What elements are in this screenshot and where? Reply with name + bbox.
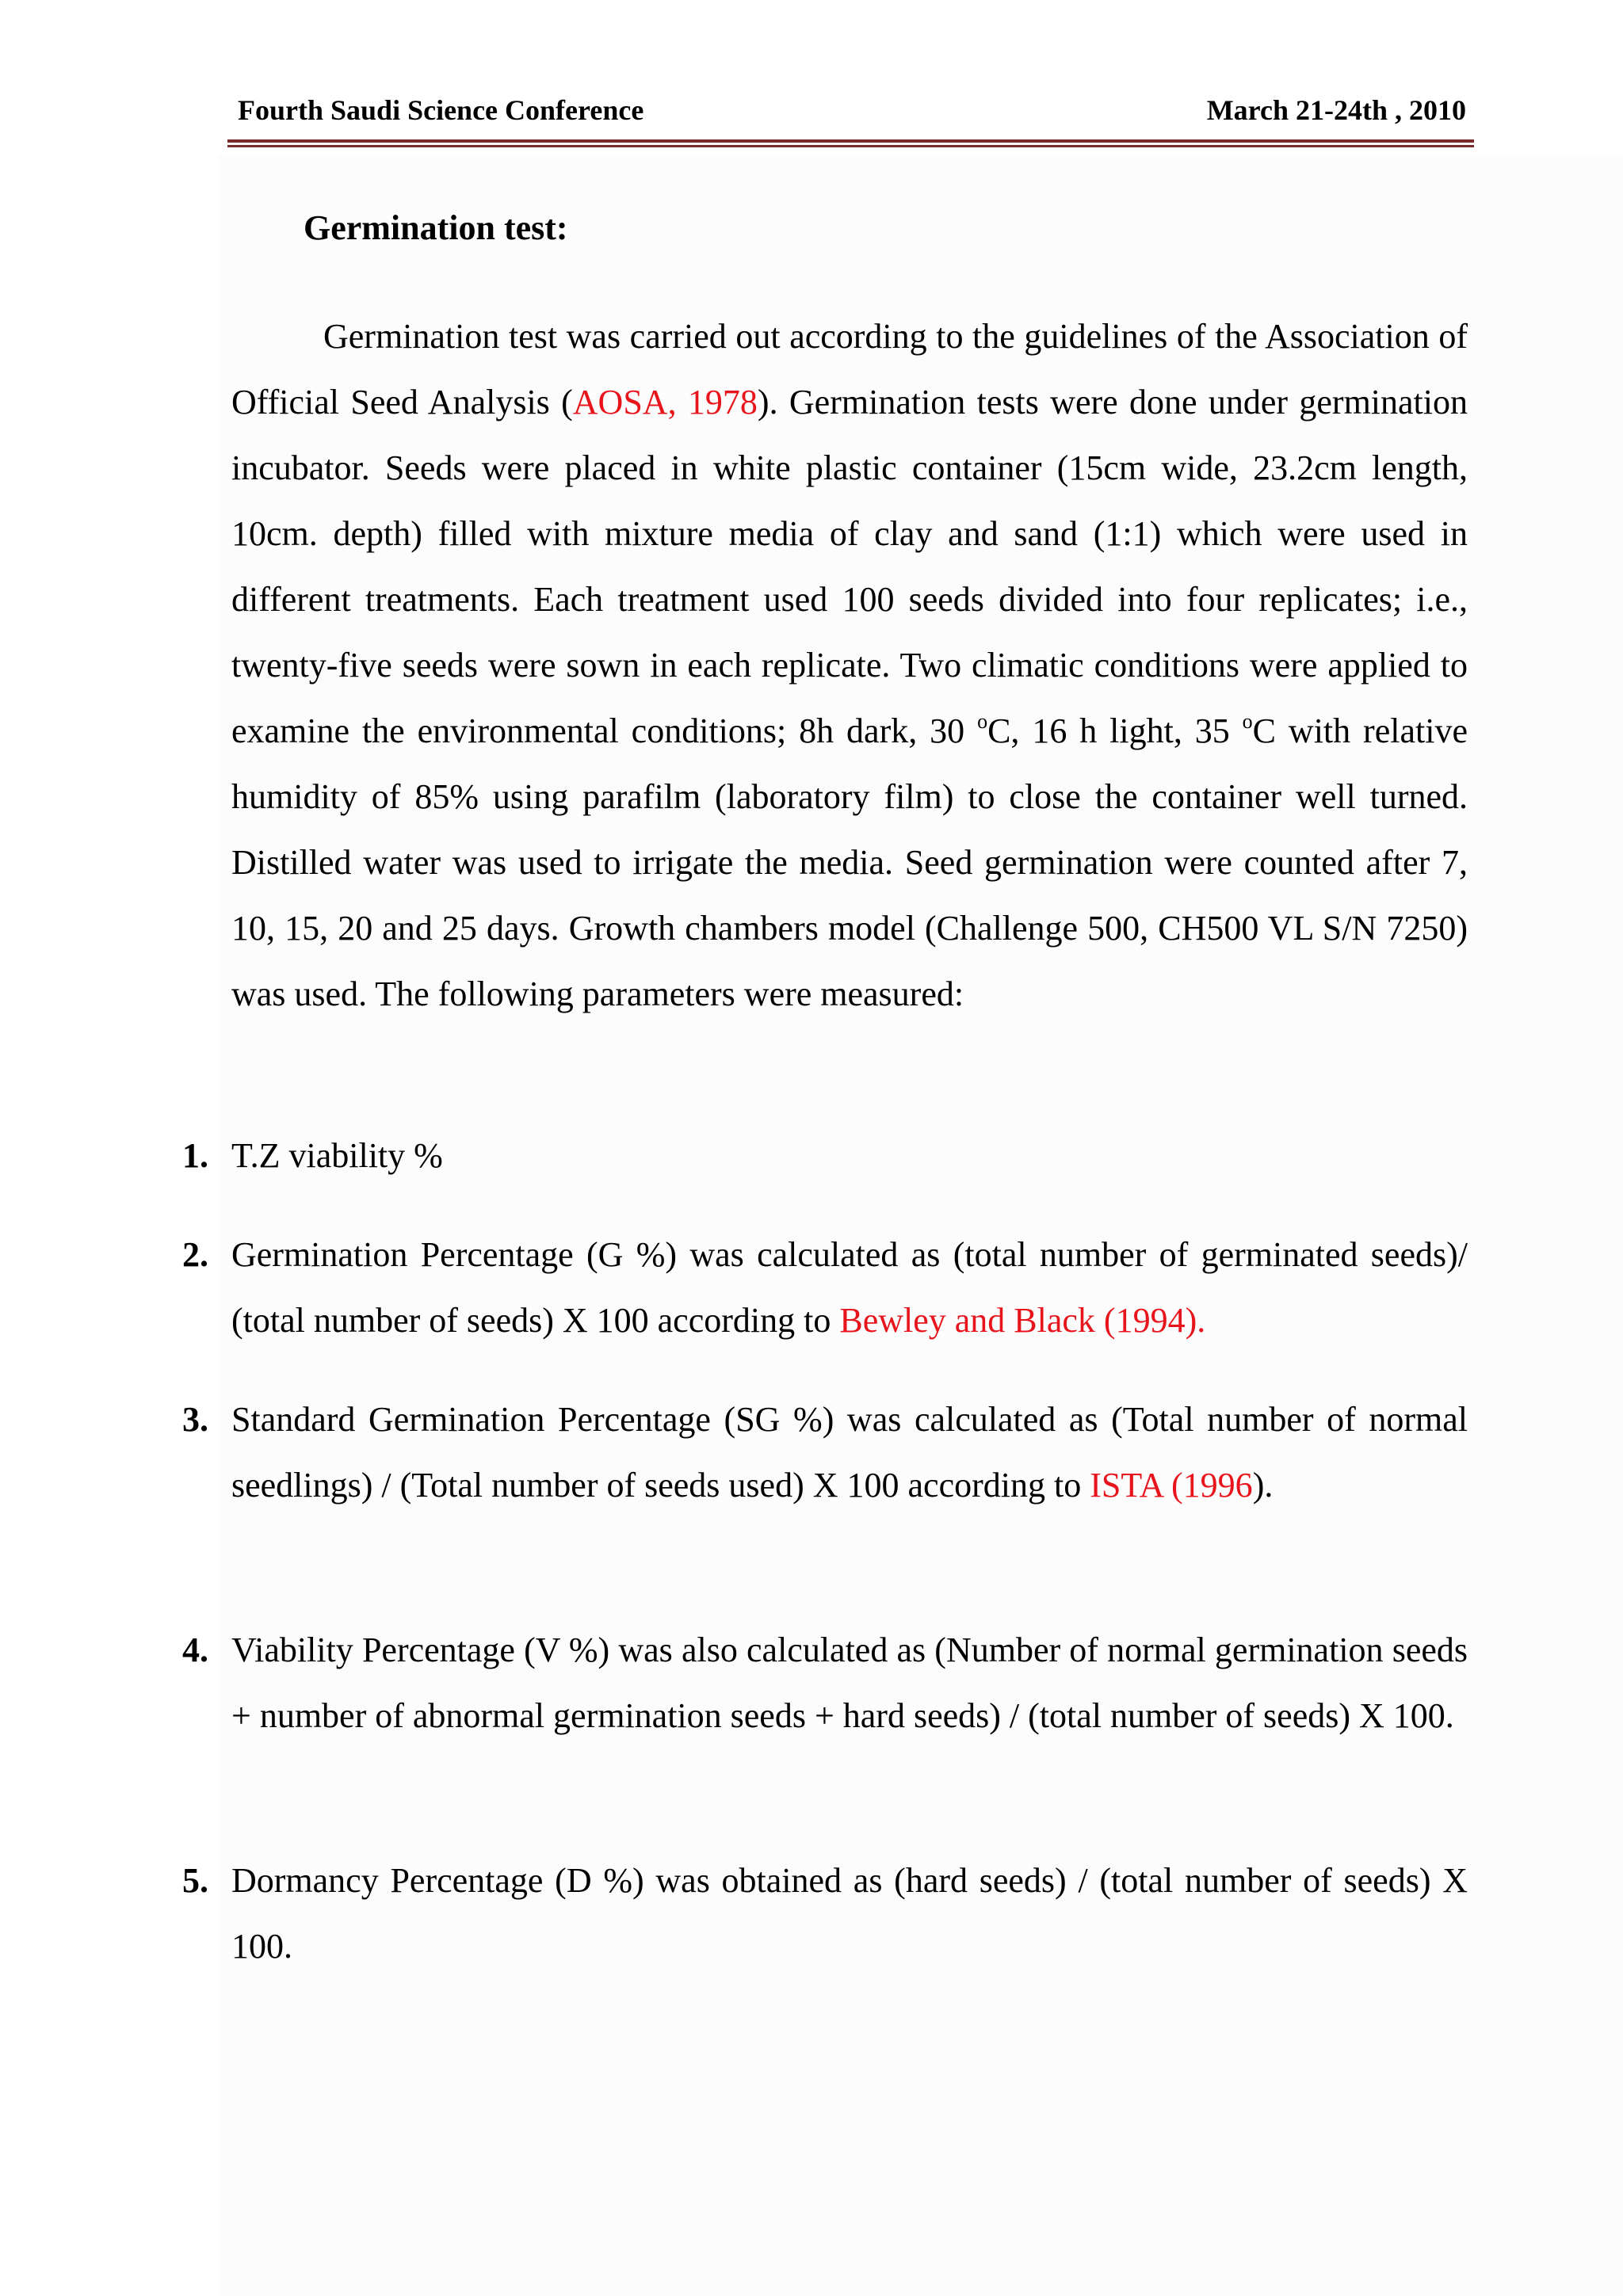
list-item-text <box>231 1848 1468 1979</box>
list-item-body: Germination Percentage (G %) was calculated as (total number of germinated seeds)/ (total number of seeds) X 100 according to <box>231 1235 1468 1340</box>
header-rule-thin <box>227 145 1474 147</box>
paragraph-text: Germination test was carried out according to the guidelines of the Association of Official Seed Analysis ( <box>231 317 1468 421</box>
list-item-number: 5. <box>182 1861 208 1900</box>
body-paragraph <box>231 303 1468 1027</box>
list-item-tail: ). <box>1252 1466 1274 1505</box>
paragraph-text: C with relative humidity of 85% using parafilm (laboratory film) to close the container well turned. Distilled water was used to irrigate the media. Seed germination were counted after 7, 10, 15, 20 and 25 days. Growth chambers model (Challenge 500, CH500 VL S/N 7250) was used. The following parameters were measured: <box>231 711 1468 1013</box>
list-item-number: 4. <box>182 1630 208 1669</box>
list-item-body: Dormancy Percentage (D %) was obtained as (hard seeds) / (total number of seeds) X 100. <box>231 1861 1468 1966</box>
list-item-text <box>231 1617 1468 1749</box>
degree-superscript: o <box>1242 710 1253 733</box>
list-item-text <box>231 1386 1468 1518</box>
header-rule-thick <box>227 139 1474 143</box>
list-item-body: Viability Percentage (V %) was also calculated as (Number of normal germination seeds + number of abnormal germination seeds + hard seeds) / (total number of seeds) X 100. <box>231 1630 1468 1735</box>
list-item-body: Standard Germination Percentage (SG %) was calculated as (Total number of normal seedlings) / (Total number of seeds used) X 100 according to <box>231 1400 1468 1505</box>
list-item-number: 3. <box>182 1400 208 1439</box>
citation-ista: ISTA (1996 <box>1090 1466 1253 1505</box>
list-item-body: T.Z viability % <box>231 1136 443 1175</box>
conference-name: Fourth Saudi Science Conference <box>238 94 644 126</box>
list-item-text <box>231 1222 1468 1353</box>
paragraph-text: ). Germination tests were done under germination incubator. Seeds were placed in white plastic container (15cm wide, 23.2cm length, 10cm. depth) filled with mixture media of clay and sand (1:1) which were used in different treatments. Each treatment used 100 seeds divided into four replicates; i.e., twenty-five seeds were sown in each replicate. Two climatic conditions were applied to examine the environmental conditions; 8h dark, 30 <box>231 383 1468 750</box>
conference-date: March 21-24th , 2010 <box>1206 94 1466 126</box>
citation-aosa: AOSA, 1978 <box>572 383 758 421</box>
paragraph-text: C, 16 h light, 35 <box>987 711 1243 750</box>
running-header <box>238 93 1466 133</box>
list-item-number: 2. <box>182 1235 208 1274</box>
citation-bewley-black: Bewley and Black (1994). <box>839 1301 1206 1340</box>
section-title: Germination test: <box>304 208 568 247</box>
list-item-text <box>231 1123 1468 1188</box>
degree-superscript: o <box>977 710 988 733</box>
list-item-number: 1. <box>182 1136 208 1175</box>
